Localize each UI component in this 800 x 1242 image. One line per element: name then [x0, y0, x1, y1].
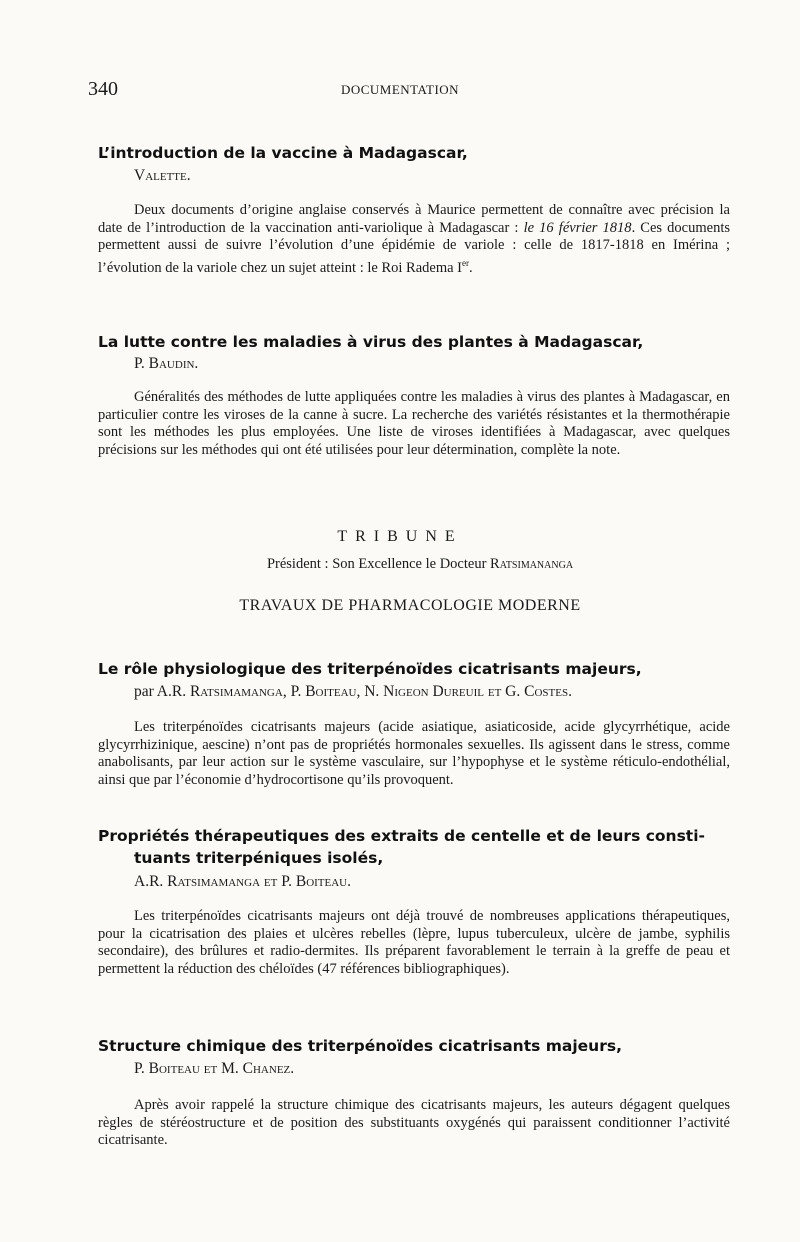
article-title: Le rôle physiologique des triterpénoïdes cicatrisants majeurs,: [98, 660, 642, 678]
article-authors: P. Baudin.: [134, 355, 199, 372]
tribune-heading: TRIBUNE: [337, 528, 463, 545]
article-authors: A.R. Ratsimamanga et P. Boiteau.: [134, 873, 352, 890]
section-heading: TRAVAUX DE PHARMACOLOGIE MODERNE: [239, 597, 581, 614]
article-abstract: Les triterpénoïdes cicatrisants majeurs ont déjà trouvé de nombreuses applications thérapeutiques, pour la cicatrisation des plaies et ulcères rebelles (lèpre, lupus tuberculeux, ulcère de jambe, syphilis secondaire), des brûlures et radio-dermites. Ils préparent favorablement le terrain à la greffe de peau et permettent la réduction des chéloïdes (47 références bibliographiques).: [98, 908, 730, 977]
article-authors: Valette.: [134, 167, 191, 184]
article-title: L’introduction de la vaccine à Madagascar,: [98, 144, 468, 162]
article-authors: P. Boiteau et M. Chanez.: [134, 1060, 295, 1077]
article-title: La lutte contre les maladies à virus des plantes à Madagascar,: [98, 333, 644, 351]
tribune-president: Président : Son Excellence le Docteur Ratsimananga: [266, 556, 574, 572]
article-abstract: Après avoir rappelé la structure chimique des cicatrisants majeurs, les auteurs dégagent quelques règles de stéréostructure et de position des substituants oxygénés qui paraissent conditionner l’activité cicatrisante.: [98, 1097, 730, 1148]
article-title: Structure chimique des triterpénoïdes cicatrisants majeurs,: [98, 1037, 622, 1055]
article-title: Propriétés thérapeutiques des extraits de centelle et de leurs consti- tuants triterpéniques isolés,: [98, 827, 705, 867]
page-number: 340: [88, 78, 118, 100]
running-head: DOCUMENTATION: [340, 82, 460, 97]
article-abstract: Les triterpénoïdes cicatrisants majeurs (acide asiatique, asiaticoside, acide glycyrrhétique, acide glycyrrhizinique, aescine) n’ont pas de propriétés hormonales sexuelles. Ils agissent dans le stress, comme anabolisants, par leur action sur le système vasculaire, sur l’hypophyse et le système réticulo-endothélial, ainsi que par l’économie d’hydrocortisone qu’ils provoquent.: [98, 719, 730, 788]
article-abstract: Généralités des méthodes de lutte appliquées contre les maladies à virus des plantes à Madagascar, en particulier contre les viroses de la canne à sucre. La recherche des variétés résistantes et la thermothérapie sont les méthodes les plus employées. Une liste de viroses identifiées à Madagascar, avec quelques précisions sur les méthodes qui ont été utilisées pour leur détermination, complète la note.: [98, 389, 730, 458]
article-abstract: Deux documents d’origine anglaise conservés à Maurice permettent de connaître avec précision la date de l’introduction de la vaccination anti-variolique à Madagascar : le 16 février 1818. Ces documents permettent aussi de suivre l’évolution d’une épidémie de variole : celle de 1817-1818 en Imérina ; l’évolution de la variole chez un sujet atteint : le Roi Radema Ier.: [98, 202, 730, 276]
article-authors: par A.R. Ratsimamanga, P. Boiteau, N. Nigeon Dureuil et G. Costes.: [134, 683, 572, 700]
